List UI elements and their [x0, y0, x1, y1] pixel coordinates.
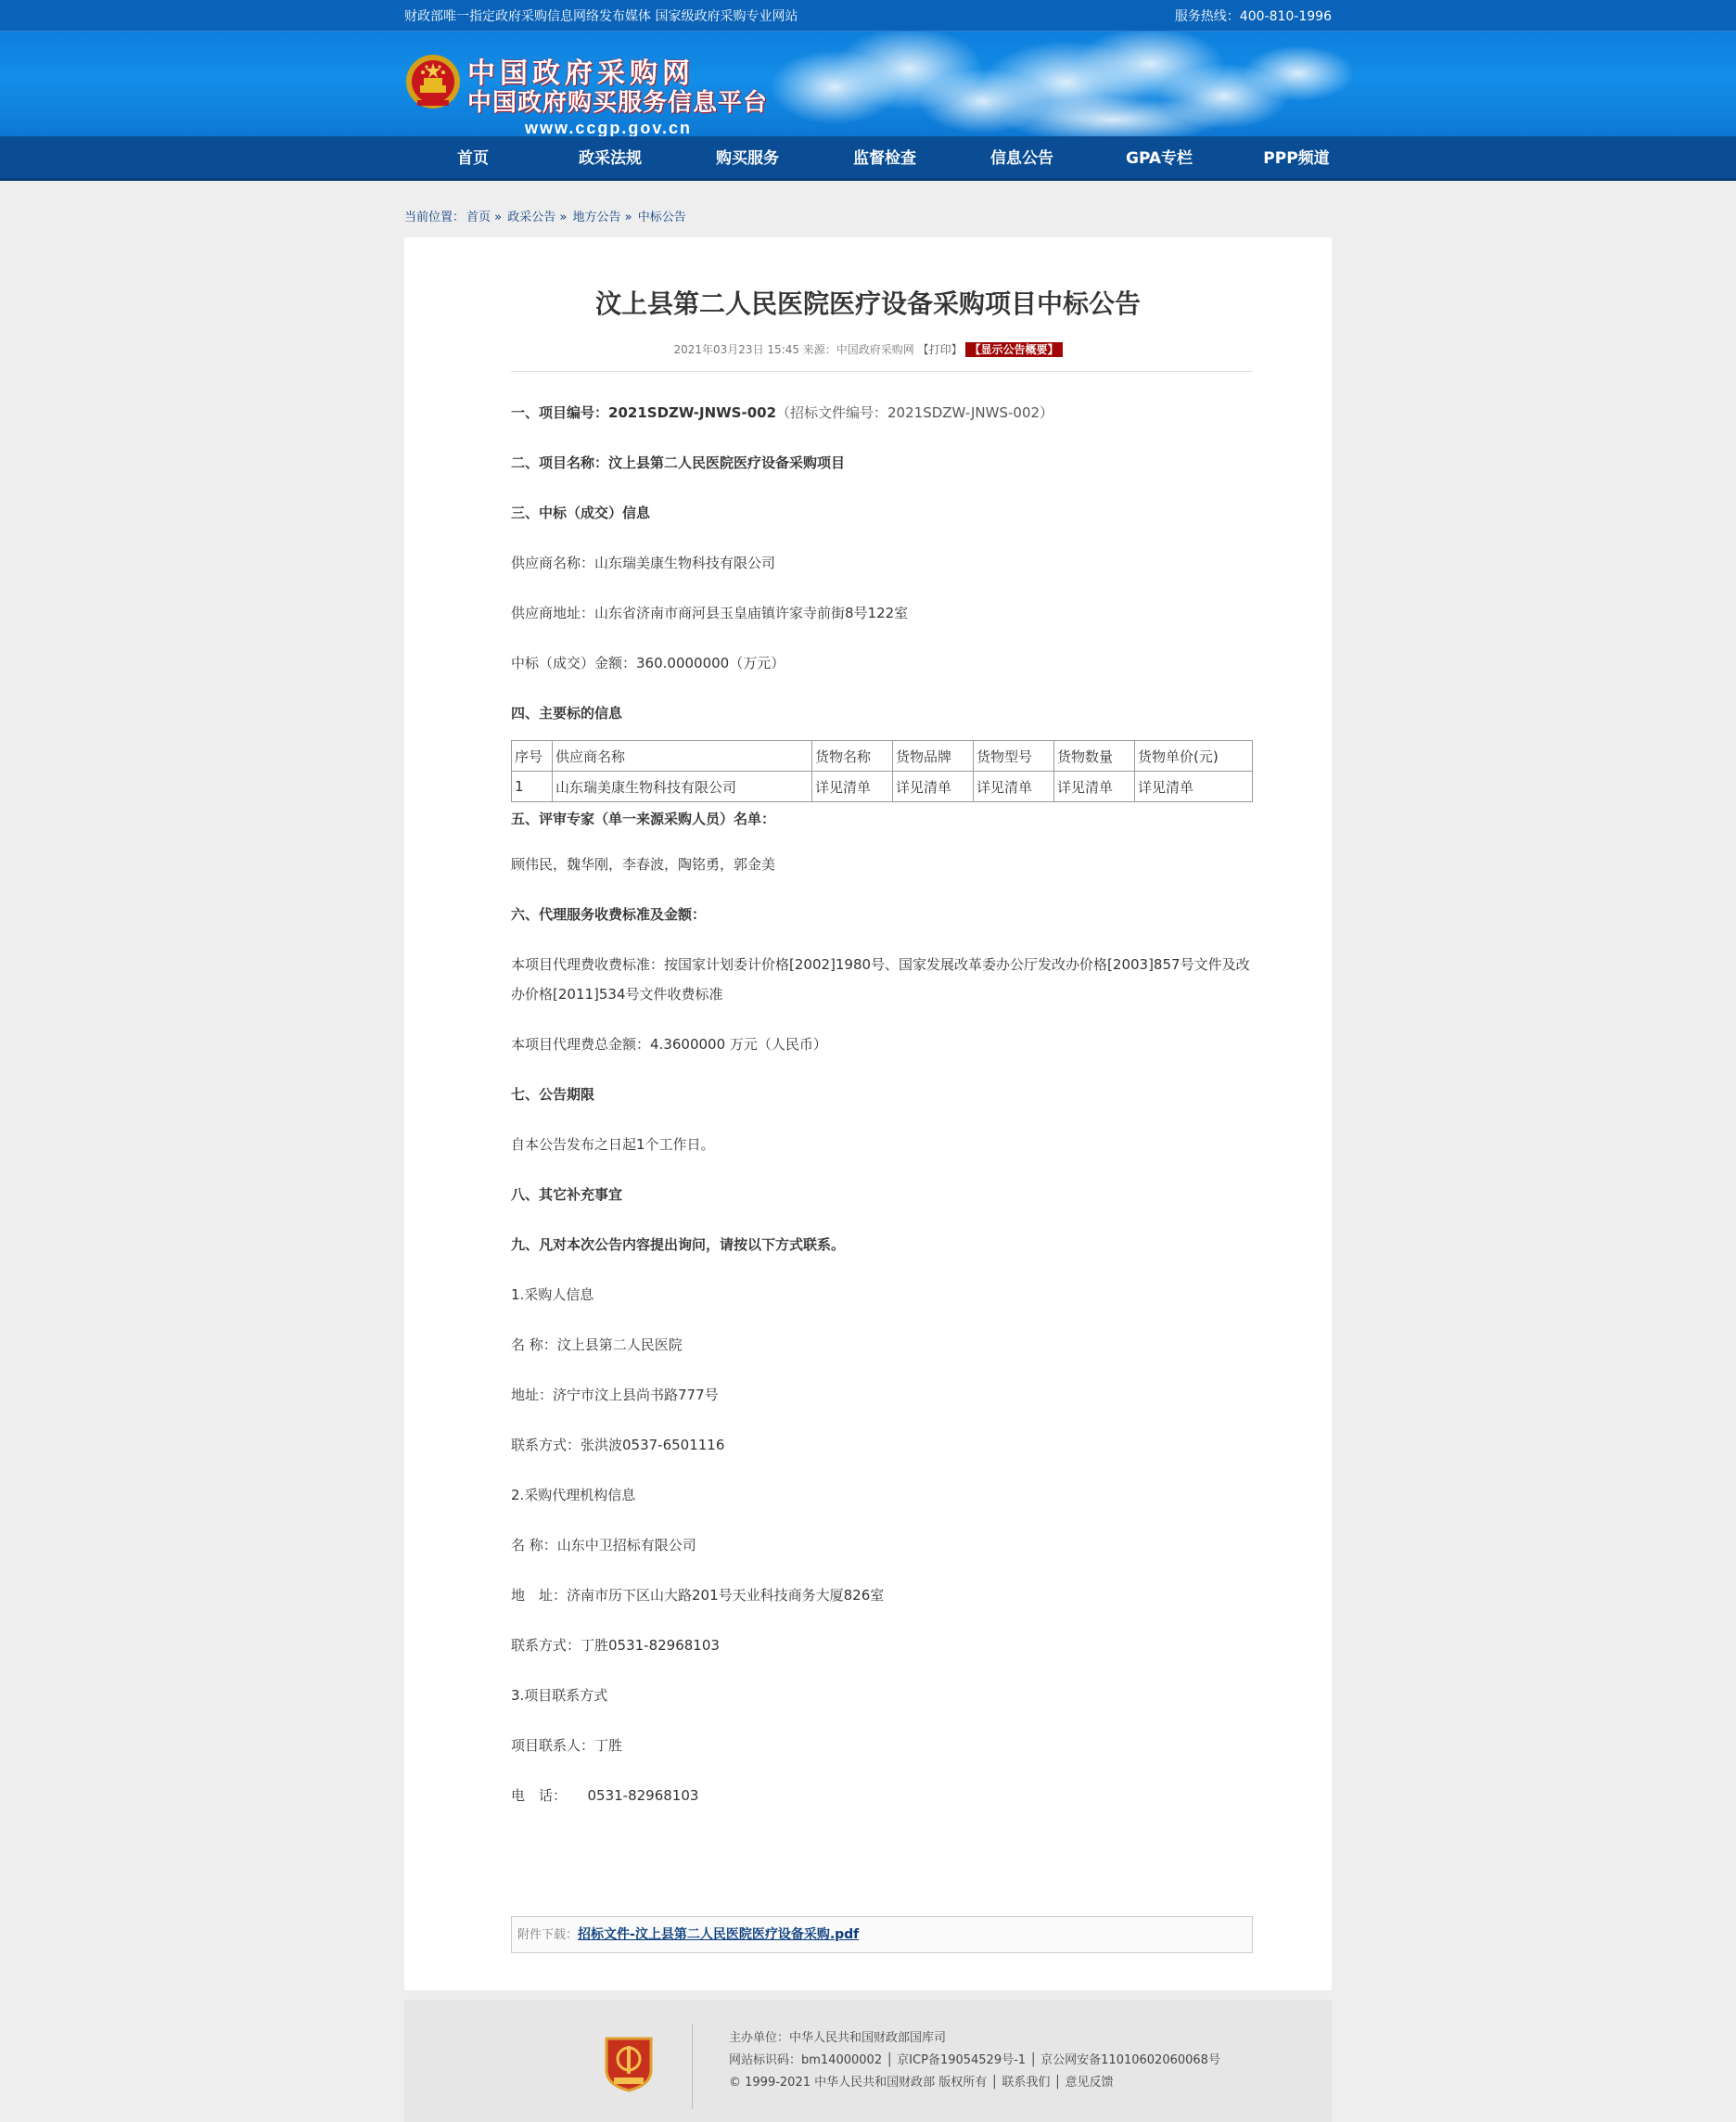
- notice-period: 自本公告发布之日起1个工作日。: [511, 1136, 715, 1153]
- table-row: [512, 772, 1253, 802]
- table-cell: 详见清单: [1135, 772, 1253, 802]
- table-header: 货物名称: [812, 741, 893, 772]
- party-gov-badge-icon[interactable]: [603, 2035, 655, 2092]
- nav-item-purchase-services[interactable]: 购买服务: [716, 149, 779, 168]
- purchaser-title: 1.采购人信息: [511, 1286, 594, 1303]
- table-cell: 详见清单: [812, 772, 893, 802]
- section-winning-info: 三、中标（成交）信息: [511, 505, 651, 521]
- breadcrumb-local-announcements[interactable]: 地方公告: [572, 211, 621, 224]
- table-header: 货物数量: [1054, 741, 1135, 772]
- breadcrumb-separator: »: [491, 211, 506, 224]
- article-source: 来源：中国政府采购网: [802, 343, 914, 356]
- site-name: 中国政府采购网: [467, 58, 695, 89]
- show-summary-button[interactable]: 【显示公告概要】: [965, 342, 1062, 357]
- purchaser-address: 地址：济宁市汶上县尚书路777号: [511, 1387, 719, 1403]
- agency-address: 地 址：济南市历下区山大路201号天业科技商务大厦826室: [511, 1587, 885, 1604]
- nav-item-regulations[interactable]: 政采法规: [579, 149, 642, 168]
- footer-info: [729, 2027, 1220, 2094]
- top-info-bar: [0, 0, 1736, 32]
- agency-name: 名 称：山东中卫招标有限公司: [511, 1537, 696, 1553]
- article-title: 汶上县第二人民医院医疗设备采购项目中标公告: [594, 288, 1141, 319]
- section-experts: 五、评审专家（单一来源采购人员）名单：: [511, 811, 776, 827]
- table-header-row: [512, 741, 1253, 772]
- table-cell: 山东瑞美康生物科技有限公司: [553, 772, 812, 802]
- article-panel: [404, 237, 1332, 1990]
- footer-divider: [692, 2024, 693, 2109]
- publish-date: 2021年03月23日 15:45: [673, 343, 799, 356]
- breadcrumb-gov-announcements[interactable]: 政采公告: [507, 211, 556, 224]
- agency-title: 2.采购代理机构信息: [511, 1487, 636, 1503]
- table-cell: 详见清单: [1054, 772, 1135, 802]
- site-slogan: 财政部唯一指定政府采购信息网络发布媒体 国家级政府采购专业网站: [404, 9, 798, 24]
- attachment-label: 附件下载：: [517, 1928, 579, 1942]
- section-project-number: [511, 388, 1253, 438]
- bid-items-table: [511, 740, 1253, 802]
- attachment-download-link[interactable]: 招标文件-汶上县第二人民医院医疗设备采购.pdf: [578, 1927, 860, 1942]
- breadcrumb-separator: »: [555, 211, 571, 224]
- table-cell: 详见清单: [974, 772, 1054, 802]
- print-link[interactable]: 【打印】: [917, 343, 963, 356]
- table-header: 货物品牌: [893, 741, 974, 772]
- site-url: www.ccgp.gov.cn: [525, 119, 693, 136]
- national-emblem-icon: [404, 52, 462, 111]
- table-header: 供应商名称: [553, 741, 812, 772]
- nav-item-ppp[interactable]: PPP频道: [1263, 149, 1330, 168]
- project-number: 2021SDZW-JNWS-002: [608, 404, 777, 421]
- section-supplementary: 八、其它补充事宜: [511, 1186, 623, 1203]
- site-banner: [0, 32, 1736, 136]
- title-divider: [511, 371, 1253, 372]
- site-subname: 中国政府购买服务信息平台: [467, 88, 769, 116]
- footer-registration[interactable]: 网站标识码：bm14000002 │ 京ICP备19054529号-1 │ 京公网安备11010602060068号: [729, 2053, 1220, 2067]
- project-contact-title: 3.项目联系方式: [511, 1687, 608, 1704]
- service-hotline: 服务热线：400-810-1996: [1174, 9, 1332, 24]
- table-header: 货物型号: [974, 741, 1054, 772]
- agency-contact: 联系方式：丁胜0531-82968103: [511, 1637, 720, 1654]
- nav-item-gpa[interactable]: GPA专栏: [1125, 149, 1193, 168]
- breadcrumb-winning-bid[interactable]: 中标公告: [637, 211, 686, 224]
- nav-item-announcements[interactable]: 信息公告: [990, 149, 1053, 168]
- footer-sponsor: 主办单位：中华人民共和国财政部国库司: [729, 2031, 947, 2045]
- expert-names: 顾伟民，魏华刚，李春波，陶铭勇，郭金美: [511, 856, 776, 873]
- attachment-box: [511, 1916, 1253, 1953]
- article-meta: [404, 341, 1332, 357]
- site-logo[interactable]: [404, 48, 803, 136]
- breadcrumb-separator: »: [620, 211, 636, 224]
- breadcrumb: [404, 207, 686, 224]
- supplier-name: 供应商名称：山东瑞美康生物科技有限公司: [511, 555, 776, 571]
- breadcrumb-label: 当前位置：: [404, 211, 466, 224]
- bid-amount: 中标（成交）金额：360.0000000（万元）: [511, 655, 785, 671]
- purchaser-contact: 联系方式：张洪波0537-6501116: [511, 1437, 725, 1453]
- nav-item-home[interactable]: 首页: [457, 149, 489, 168]
- section-project-name: 二、项目名称：汶上县第二人民医院医疗设备采购项目: [511, 454, 846, 471]
- purchaser-name: 名 称：汶上县第二人民医院: [511, 1336, 683, 1353]
- project-contact-person: 项目联系人：丁胜: [511, 1737, 623, 1754]
- article-body: [511, 388, 1253, 1821]
- section-notice-period: 七、公告期限: [511, 1086, 595, 1103]
- fee-standard: 本项目代理费收费标准：按国家计划委计价格[2002]1980号、国家发展改革委办公厅发改办价格[2003]857号文件及改办价格[2011]534号文件收费标准: [511, 956, 1250, 1003]
- table-cell: 详见清单: [893, 772, 974, 802]
- tender-doc-number: （招标文件编号：2021SDZW-JNWS-002）: [776, 404, 1054, 421]
- section-agency-fee: 六、代理服务收费标准及金额：: [511, 906, 707, 923]
- supplier-address: 供应商地址：山东省济南市商河县玉皇庙镇许家寺前街8号122室: [511, 605, 909, 621]
- section-contact: 九、凡对本次公告内容提出询问，请按以下方式联系。: [511, 1236, 846, 1253]
- section-main-items: 四、主要标的信息: [511, 705, 623, 722]
- fee-total: 本项目代理费总金额：4.3600000 万元（人民币）: [511, 1036, 827, 1053]
- project-number-label: 一、项目编号：: [511, 404, 609, 421]
- table-cell: 1: [512, 772, 553, 802]
- nav-item-supervision[interactable]: 监督检查: [853, 149, 916, 168]
- project-contact-phone: 电 话： 0531-82968103: [511, 1787, 699, 1804]
- breadcrumb-home[interactable]: 首页: [466, 211, 491, 224]
- cloud-decoration: [0, 32, 1736, 136]
- table-header: 货物单价(元): [1135, 741, 1253, 772]
- footer-copyright[interactable]: © 1999-2021 中华人民共和国财政部 版权所有 │ 联系我们 │ 意见反馈: [729, 2076, 1114, 2090]
- main-nav: [0, 136, 1736, 181]
- table-header: 序号: [512, 741, 553, 772]
- site-footer: [404, 2000, 1332, 2122]
